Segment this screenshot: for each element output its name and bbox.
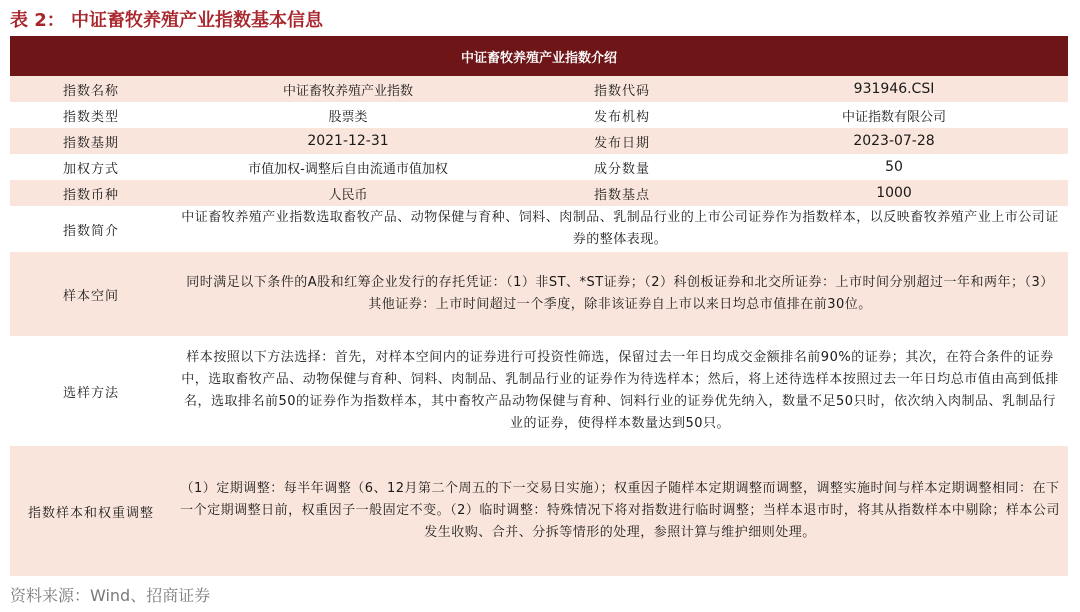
field-value: 2021-12-31 (172, 128, 524, 154)
table-row (10, 154, 1068, 180)
table-header: 中证畜牧养殖产业指数介绍 (10, 36, 1068, 76)
table-row (10, 180, 1068, 206)
field-value: 市值加权-调整后自由流通市值加权 (172, 154, 524, 180)
index-info-table (10, 36, 1068, 576)
field-label: 样本空间 (10, 252, 172, 336)
table-row (10, 446, 1068, 576)
field-value: 2023-07-28 (720, 128, 1068, 154)
field-label: 指数基点 (524, 180, 720, 206)
field-value: 50 (720, 154, 1068, 180)
field-label: 指数币种 (10, 180, 172, 206)
field-value: 中证指数有限公司 (720, 102, 1068, 128)
field-label: 指数代码 (524, 76, 720, 102)
field-label: 发布机构 (524, 102, 720, 128)
field-label: 指数简介 (10, 206, 172, 252)
field-value: 中证畜牧养殖产业指数 (172, 76, 524, 102)
field-value: 人民币 (172, 180, 524, 206)
table-row (10, 76, 1068, 102)
field-label: 发布日期 (524, 128, 720, 154)
table-row (10, 128, 1068, 154)
source-note: 资料来源：Wind、招商证券 (10, 586, 211, 605)
document-title: 表 2： 中证畜牧养殖产业指数基本信息 (10, 10, 324, 31)
field-value: 1000 (720, 180, 1068, 206)
table-row (10, 206, 1068, 252)
field-value: 931946.CSI (720, 76, 1068, 102)
field-label: 指数样本和权重调整 (10, 446, 172, 576)
field-label: 指数基期 (10, 128, 172, 154)
field-label: 成分数量 (524, 154, 720, 180)
table-row (10, 336, 1068, 446)
field-label: 加权方式 (10, 154, 172, 180)
field-description: 中证畜牧养殖产业指数选取畜牧产品、动物保健与育种、饲料、肉制品、乳制品行业的上市公司证券作为指数样本，以反映畜牧养殖产业上市公司证券的整体表现。 (172, 206, 1068, 252)
field-description: （1）定期调整：每半年调整（6、12月第二个周五的下一交易日实施）；权重因子随样本定期调整而调整，调整实施时间与样本定期调整相同：在下一个定期调整日前，权重因子一般固定不变。（2）临时调整：特殊情况下将对指数进行临时调整；当样本退市时，将其从指数样本中剔除；样本公司发生收购、合并、分拆等情形的处理，参照计算与维护细则处理。 (172, 446, 1068, 576)
field-label: 指数类型 (10, 102, 172, 128)
table-header-row (10, 36, 1068, 76)
field-label: 指数名称 (10, 76, 172, 102)
table-row (10, 102, 1068, 128)
field-description: 样本按照以下方法选择：首先，对样本空间内的证券进行可投资性筛选，保留过去一年日均成交金额排名前90%的证券；其次，在符合条件的证券中，选取畜牧产品、动物保健与育种、饲料、肉制品、乳制品行业的证券作为待选样本；然后，将上述待选样本按照过去一年日均总市值由高到低排名，选取排名前50的证券作为指数样本，其中畜牧产品动物保健与育种、饲料行业的证券优先纳入，数量不足50只时，依次纳入肉制品、乳制品行业的证券，使得样本数量达到50只。 (172, 336, 1068, 446)
field-description: 同时满足以下条件的A股和红筹企业发行的存托凭证：（1）非ST、*ST证券；（2）科创板证券和北交所证券：上市时间分别超过一年和两年；（3）其他证券：上市时间超过一个季度，除非该证券自上市以来日均总市值排在前30位。 (172, 252, 1068, 336)
table-row (10, 252, 1068, 336)
field-value: 股票类 (172, 102, 524, 128)
field-label: 选样方法 (10, 336, 172, 446)
